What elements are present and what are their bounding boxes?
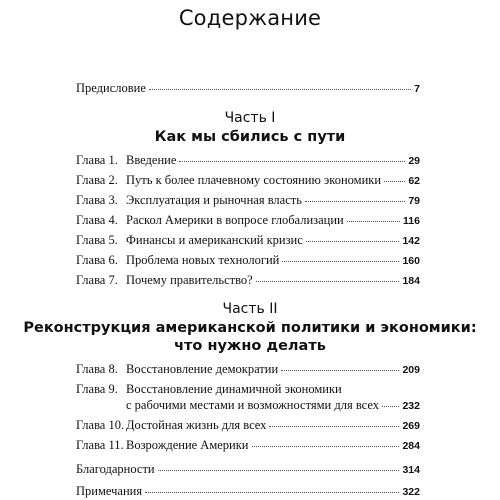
- chapter-number: Глава 3.: [76, 193, 118, 207]
- part-1-label: Часть I: [224, 110, 276, 126]
- dot-leader: [256, 281, 400, 282]
- page-number: 314: [402, 464, 420, 476]
- page-number: 160: [402, 255, 420, 267]
- toc-entry-notes: [76, 484, 420, 500]
- chapter-title: Восстановление динамичной экономики: [126, 382, 342, 396]
- part-2-title-line-1: Реконструкция американской политики и экономики:: [23, 320, 477, 336]
- toc-entry-chapter-10: [76, 418, 420, 434]
- toc-entry-chapter-2: [76, 173, 420, 189]
- dot-leader: [158, 470, 400, 471]
- dot-leader: [145, 492, 399, 493]
- chapter-number: Глава 9.: [76, 382, 118, 396]
- chapter-title: Введение: [126, 153, 177, 167]
- entry-title: Примечания: [76, 484, 143, 498]
- dot-leader: [281, 370, 399, 371]
- toc-entry-chapter-6: [76, 253, 420, 269]
- dot-leader: [384, 181, 405, 182]
- dot-leader: [149, 89, 411, 90]
- chapter-number: Глава 2.: [76, 173, 118, 187]
- page-number: 284: [402, 440, 420, 452]
- toc-entry-chapter-3: [76, 193, 420, 209]
- chapter-title: Почему правительство?: [126, 273, 253, 287]
- chapter-title: Проблема новых технологий: [126, 253, 280, 267]
- page-number: 184: [402, 275, 420, 287]
- page-number: 62: [408, 175, 420, 187]
- part-2-label: Часть II: [222, 301, 278, 317]
- page-number: 7: [414, 83, 420, 95]
- entry-title: Благодарности: [76, 462, 155, 476]
- page-number: 142: [402, 235, 420, 247]
- chapter-number: Глава 8.: [76, 362, 118, 376]
- page-number: 29: [408, 155, 420, 167]
- chapter-title: Раскол Америки в вопросе глобализации: [126, 213, 344, 227]
- page-number: 79: [408, 195, 420, 207]
- chapter-title: Достойная жизнь для всех: [126, 418, 267, 432]
- chapter-number: Глава 11.: [76, 438, 124, 452]
- page-number: 209: [402, 364, 420, 376]
- dot-leader: [306, 241, 400, 242]
- toc-entry-acknowledgments: [76, 462, 420, 478]
- toc-entry-chapter-9-continued: [126, 398, 420, 414]
- dot-leader: [305, 201, 405, 202]
- chapter-title: Финансы и американский кризис: [126, 233, 303, 247]
- chapter-number: Глава 4.: [76, 213, 118, 227]
- chapter-number: Глава 5.: [76, 233, 118, 247]
- dot-leader: [347, 221, 400, 222]
- chapter-title: Возрождение Америки: [126, 438, 249, 452]
- page-number: 232: [402, 400, 420, 412]
- page-title: Содержание: [178, 6, 322, 30]
- dot-leader: [269, 426, 399, 427]
- toc-entry-chapter-11: [76, 438, 420, 454]
- part-2-title-line-2: что нужно делать: [174, 338, 326, 354]
- dot-leader: [382, 406, 399, 407]
- dot-leader: [252, 446, 400, 447]
- dot-leader: [282, 261, 399, 262]
- entry-title: Предисловие: [76, 81, 146, 95]
- chapter-number: Глава 7.: [76, 273, 118, 287]
- toc-entry-chapter-4: [76, 213, 420, 229]
- chapter-title: Путь к более плачевному состоянию экономики: [126, 173, 382, 187]
- page-number: 269: [402, 420, 420, 432]
- chapter-number: Глава 1.: [76, 153, 118, 167]
- page-number: 322: [402, 486, 420, 498]
- toc-entry-chapter-8: [76, 362, 420, 378]
- dot-leader: [179, 161, 405, 162]
- toc-entry-chapter-5: [76, 233, 420, 249]
- chapter-title: Эксплуатация и рыночная власть: [126, 193, 302, 207]
- toc-entry-chapter-1: [76, 153, 420, 169]
- chapter-number: Глава 6.: [76, 253, 118, 267]
- part-1-title: Как мы сбились с пути: [154, 129, 346, 145]
- chapter-number: Глава 10.: [76, 418, 125, 432]
- toc-entry-chapter-7: [76, 273, 420, 289]
- chapter-title: Восстановление демократии: [126, 362, 279, 376]
- toc-entry-chapter-9: [76, 382, 420, 397]
- toc-entry-preface: [76, 81, 420, 97]
- chapter-title-continued: с рабочими местами и возможностями для всех: [126, 398, 379, 412]
- page-number: 116: [403, 215, 420, 227]
